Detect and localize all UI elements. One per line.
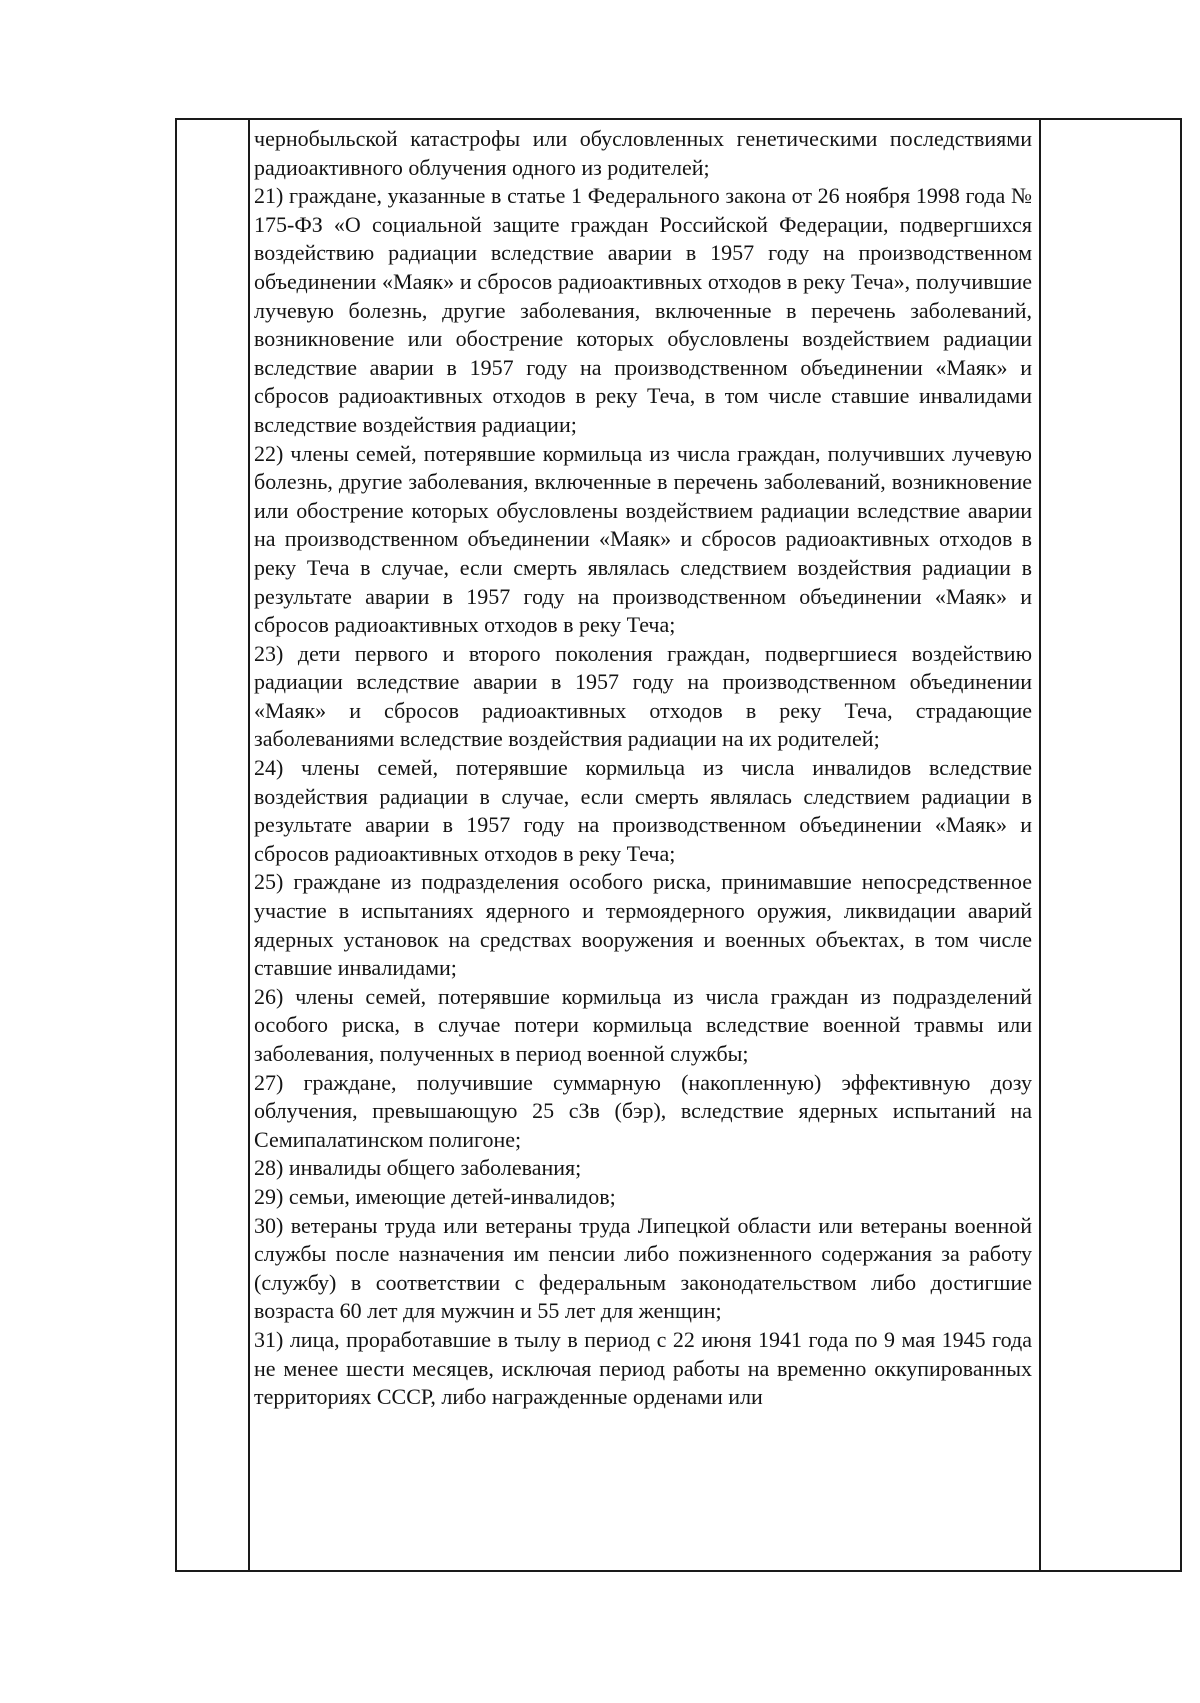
paragraph-item-31: 31) лица, проработавшие в тылу в период с 22 июня 1941 года по 9 мая 1945 года не менее шести месяцев, исключая период работы на временно оккупированных территориях СССР, либо награжденные орденами или	[254, 1326, 1032, 1410]
paragraph-item-26: 26) члены семей, потерявшие кормильца из числа граждан из подразделений особого риска, в случае потери кормильца вследствие военной травмы или заболевания, полученных в период военной службы;	[254, 983, 1032, 1066]
paragraph-item-29: 29) семьи, имеющие детей-инвалидов;	[254, 1183, 616, 1209]
table-column-divider	[1039, 120, 1041, 1570]
paragraph-continuation: чернобыльской катастрофы или обусловленных генетическими последствиями радиоактивного облучения одного из родителей;	[254, 126, 1032, 180]
paragraph-item-27: 27) граждане, получившие суммарную (накопленную) эффективную дозу облучения, превышающую 25 сЗв (бэр), вследствие ядерных испытаний на Семипалатинском полигоне;	[254, 1069, 1032, 1152]
paragraph-item-24: 24) члены семей, потерявшие кормильца из числа инвалидов вследствие воздействия радиации в случае, если смерть являлась следствием радиации в результате аварии в 1957 году на производственном объединении «Маяк» и сбросов радиоактивных отходов в реку Теча;	[254, 755, 1032, 866]
paragraph-item-25: 25) граждане из подразделения особого риска, принимавшие непосредственное участие в испытаниях ядерного и термоядерного оружия, ликвидации аварий ядерных установок на средствах вооружения и военных объектах, в том числе ставшие инвалидами;	[254, 869, 1032, 981]
paragraph-item-28: 28) инвалиды общего заболевания;	[254, 1155, 582, 1181]
table-column-divider	[248, 120, 250, 1570]
paragraph-item-23: 23) дети первого и второго поколения граждан, подвергшиеся воздействию радиации вследствие аварии в 1957 году на производственном объединении «Маяк» и сбросов радиоактивных отходов в реку Теча, страдающие заболеваниями вследствие воздействия радиации на их родителей;	[254, 640, 1032, 752]
document-table	[175, 118, 1182, 1572]
paragraph-item-30: 30) ветераны труда или ветераны труда Липецкой области или ветераны военной службы после назначения им пенсии либо пожизненного содержания за работу (службу) в соответствии с федеральным законодательством либо достигшие возраста 60 лет для мужчин и 55 лет для женщин;	[254, 1212, 1032, 1324]
paragraph-item-21: 21) граждане, указанные в статье 1 Федерального закона от 26 ноября 1998 года № 175-ФЗ «О социальной защите граждан Российской Федерации, подвергшихся воздействию радиации вследствие аварии в 1957 году на производственном объединении «Маяк» и сбросов радиоактивных отходов в реку Теча», получившие лучевую болезнь, другие заболевания, включенные в перечень заболеваний, возникновение или обострение которых обусловлены воздействием радиации вследствие аварии в 1957 году на производственном объединении «Маяк» и сбросов радиоактивных отходов в реку Теча, в том числе ставшие инвалидами вследствие воздействия радиации;	[254, 183, 1032, 437]
table-text-cell	[254, 125, 1032, 1412]
paragraph-item-22: 22) члены семей, потерявшие кормильца из числа граждан, получивших лучевую болезнь, другие заболевания, включенные в перечень заболеваний, возникновение или обострение которых обусловлены воздействием радиации вследствие аварии на производственном объединении «Маяк» и сбросов радиоактивных отходов в реку Теча в случае, если смерть являлась следствием воздействия радиации в результате аварии в 1957 году на производственном объединении «Маяк» и сбросов радиоактивных отходов в реку Теча;	[254, 440, 1032, 638]
